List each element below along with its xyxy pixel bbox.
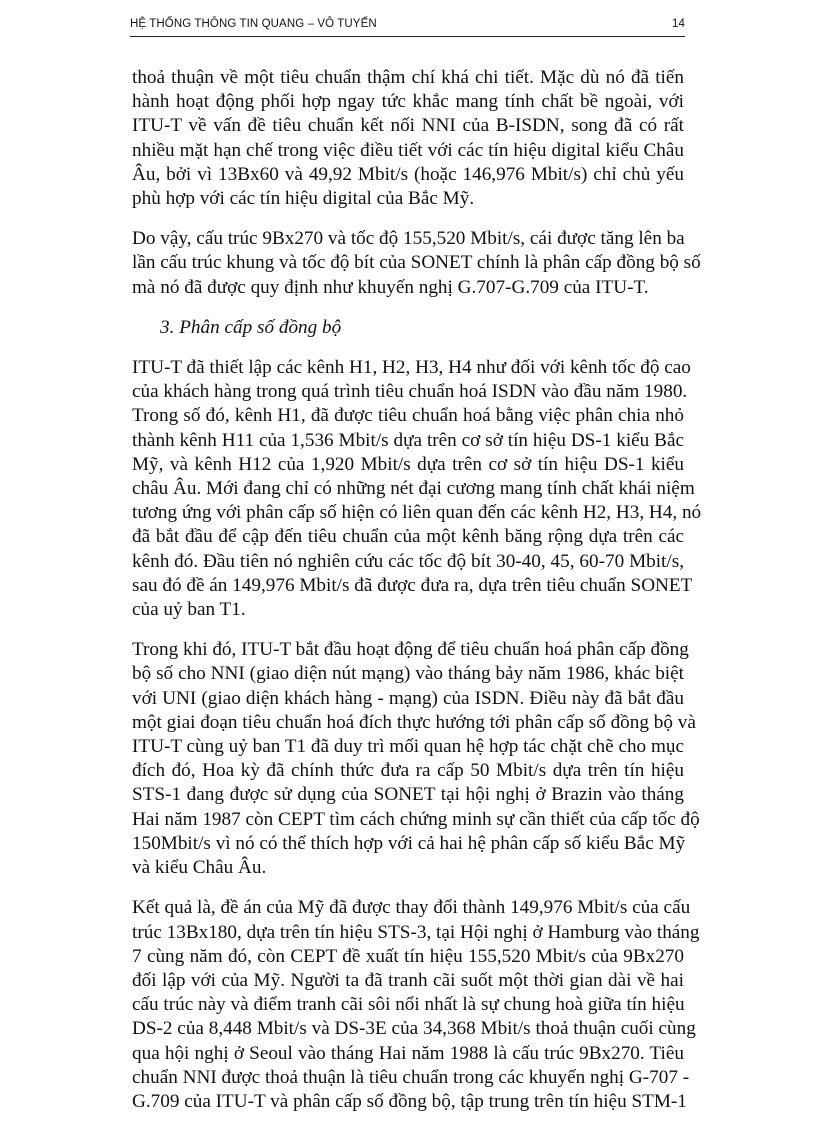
header-title: HỆ THỐNG THÔNG TIN QUANG – VÔ TUYẾN <box>130 18 377 30</box>
paragraph <box>132 356 702 622</box>
paragraph-line: 7 cùng năm đó, còn CEPT đề xuất tín hiệu 155,520 Mbit/s của 9Bx270 <box>132 945 684 967</box>
page-number: 14 <box>672 18 685 30</box>
paragraph-line: ITU-T về vấn đề tiêu chuẩn kết nối NNI của B-ISDN, song đã có rất <box>132 115 684 137</box>
paragraph-line: nhiều mặt hạn chế trong việc điều tiết với các tín hiệu digital kiểu Châu <box>132 139 684 161</box>
paragraph-line: trúc 13Bx180, dựa trên tín hiệu STS-3, tại Hội nghị ở Hamburg vào tháng <box>132 921 700 943</box>
paragraph-line: sau đó đề án 149,976 Mbit/s đã được đưa ra, dựa trên tiêu chuẩn SONET <box>132 574 693 596</box>
paragraph-line: cấu trúc này và điểm tranh cãi sôi nổi nhất là sự chung hoà giữa tín hiệu <box>132 994 685 1016</box>
paragraph-line: ITU-T cùng uỷ ban T1 đã duy trì mối quan hệ hợp tác chặt chẽ cho mục <box>132 736 684 758</box>
paragraph-line: của khách hàng trong quá trình tiêu chuẩn hoá ISDN vào đầu năm 1980. <box>132 381 688 403</box>
paragraph-line: STS-1 đang được sử dụng của SONET tại hội nghị ở Brazin vào tháng <box>132 784 684 806</box>
paragraph-line: đích đó, Hoa kỳ đã chính thức đưa ra cấp 50 Mbit/s dựa trên tín hiệu <box>132 760 684 782</box>
paragraph-line: châu Âu. Mới đang chỉ có những nét đại cương mang tính chất khái niệm <box>132 478 695 500</box>
paragraph-line: chuẩn NNI được thoả thuận là tiêu chuẩn trong các khuyến nghị G-707 - <box>132 1066 690 1088</box>
paragraph-line: phù hợp với các tín hiệu digital của Bắc Mỹ. <box>132 188 475 210</box>
paragraph-line: Hai năm 1987 còn CEPT tìm cách chứng minh sự cần thiết của cấp tốc độ <box>132 808 700 830</box>
paragraph-line: mà nó đã được quy định như khuyến nghị G.707-G.709 của ITU-T. <box>132 276 649 298</box>
paragraph-line: bộ số cho NNI (giao diện nút mạng) vào tháng bảy năm 1986, khác biệt <box>132 663 684 685</box>
paragraph-line: đã bắt đầu để cập đến tiêu chuẩn của một kênh băng rộng dựa trên các <box>132 526 684 548</box>
paragraph-line: qua hội nghị ở Seoul vào tháng Hai năm 1988 là cấu trúc 9Bx270. Tiêu <box>132 1042 684 1064</box>
paragraph-line: DS-2 của 8,448 Mbit/s và DS-3E của 34,368 Mbit/s thoả thuận cuối cùng <box>132 1018 696 1040</box>
body-text <box>132 66 702 1130</box>
paragraph-line: 150Mbit/s vì nó có thể thích hợp với cả hai hệ phân cấp số kiểu Bắc Mỹ <box>132 832 686 854</box>
paragraph-line: của uỷ ban T1. <box>132 599 246 621</box>
running-header <box>130 14 685 37</box>
paragraph-line: Do vậy, cấu trúc 9Bx270 và tốc độ 155,520 Mbit/s, cái được tăng lên ba <box>132 228 685 250</box>
paragraph-line: lần cấu trúc khung và tốc độ bít của SONET chính là phân cấp đồng bộ số <box>132 252 701 274</box>
paragraph-line: Trong khi đó, ITU-T bắt đầu hoạt động để tiêu chuẩn hoá phân cấp đồng <box>132 639 689 661</box>
paragraph <box>132 638 700 880</box>
paragraph-line: G.709 của ITU-T và phân cấp số đồng bộ, tập trung trên tín hiệu STM-1 <box>132 1090 687 1112</box>
paragraph <box>132 227 701 300</box>
paragraph-line: thoả thuận về một tiêu chuẩn thậm chí khá chi tiết. Mặc dù nó đã tiến <box>132 67 684 88</box>
paragraph-line: và kiểu Châu Âu. <box>132 857 267 879</box>
paragraph <box>132 66 684 211</box>
paragraph-line: Mỹ, và kênh H12 của 1,920 Mbit/s dựa trên cơ sở tín hiệu DS-1 kiểu <box>132 453 684 475</box>
paragraph-line: đối lập với của Mỹ. Người ta đã tranh cãi suốt một thời gian dài về hai <box>132 969 684 991</box>
paragraph-line: kênh đó. Đầu tiên nó nghiên cứu các tốc độ bít 30-40, 45, 60-70 Mbit/s, <box>132 550 684 572</box>
paragraph-line: Âu, bởi vì 13Bx60 và 49,92 Mbit/s (hoặc 146,976 Mbit/s) chỉ chủ yếu <box>132 163 684 185</box>
paragraph-line: một giai đoạn tiêu chuẩn hoá đích thực hướng tới phân cấp số đồng bộ và <box>132 711 696 733</box>
section-heading: 3. Phân cấp số đồng bộ <box>160 316 342 338</box>
paragraph <box>132 896 700 1114</box>
paragraph-line: Trong số đó, kênh H1, đã được tiêu chuẩn hoá bằng việc phân chia nhỏ <box>132 405 684 427</box>
paragraphs-after-heading <box>132 356 702 1114</box>
paragraphs-before-heading <box>132 66 701 300</box>
paragraph-line: Kết quả là, đề án của Mỹ đã được thay đổi thành 149,976 Mbit/s của cấu <box>132 897 691 919</box>
paragraph-line: ITU-T đã thiết lập các kênh H1, H2, H3, H4 như đối với kênh tốc độ cao <box>132 357 691 379</box>
paragraph-line: tương ứng với phân cấp số hiện có liên quan đến các kênh H2, H3, H4, nó <box>132 502 702 524</box>
paragraph-line: thành kênh H11 của 1,536 Mbit/s dựa trên cơ sở tín hiệu DS-1 kiểu Bắc <box>132 429 684 451</box>
paragraph-line: với UNI (giao diện khách hàng - mạng) của ISDN. Điều này đã bắt đầu <box>132 687 684 709</box>
paragraph-line: hành hoạt động phối hợp ngay tức khắc mang tính chất bề ngoài, với <box>132 91 684 113</box>
